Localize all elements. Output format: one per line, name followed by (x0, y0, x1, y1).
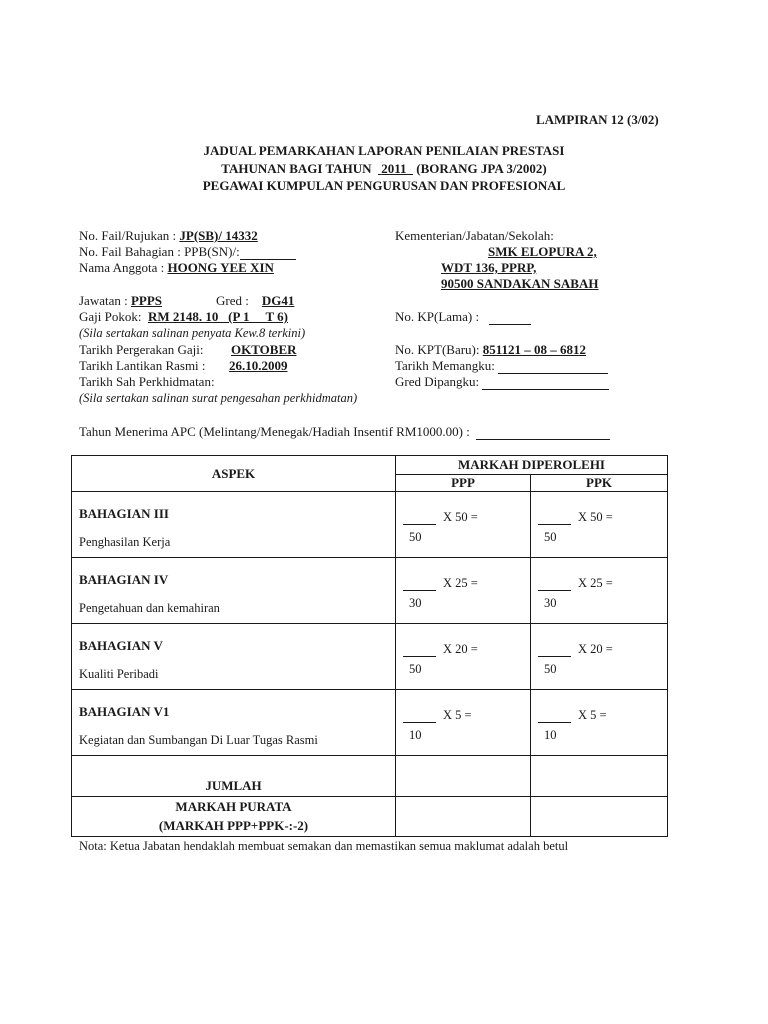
section-title: BAHAGIAN III (79, 506, 169, 521)
lantikan-row (79, 358, 206, 374)
ppk-score-multiplier: X 5 = (578, 708, 607, 722)
ppp-score-cell[interactable] (396, 492, 531, 558)
purata-label-line-2: (MARKAH PPP+PPK-:-2) (158, 818, 309, 833)
ppp-score-denominator: 50 (409, 662, 422, 676)
no-fail-label: No. Fail/Rujukan : (79, 228, 177, 243)
ppp-score-fraction (403, 642, 533, 682)
gaji-row (79, 309, 288, 325)
section-title: BAHAGIAN V (79, 638, 163, 653)
kp-lama-row (395, 309, 531, 325)
ppk-score-cell[interactable] (531, 492, 668, 558)
ppk-score-blank (538, 722, 571, 723)
ppp-score-blank (403, 524, 436, 525)
ppp-score-blank (403, 722, 436, 723)
ppk-score-fraction (538, 642, 668, 682)
jawatan-value: PPPS (130, 293, 163, 308)
ppk-score-cell[interactable] (531, 624, 668, 690)
section-aspek-cell (72, 624, 396, 690)
ppp-score-blank (403, 590, 436, 591)
gred-row (216, 293, 294, 309)
ppp-score-cell[interactable] (396, 558, 531, 624)
apc-label: Tahun Menerima APC (Melintang/Menegak/Hadiah Insentif RM1000.00) : (79, 424, 470, 439)
ppp-score-fraction (403, 708, 533, 748)
jawatan-row (79, 293, 162, 309)
gaji-value: RM 2148. 10 (P 1 T 6) (147, 309, 288, 324)
sah-note: (Sila sertakan salinan surat pengesahan perkhidmatan) (79, 391, 358, 405)
title-line-2-suffix: (BORANG JPA 3/2002) (416, 161, 547, 176)
title-line-1: JADUAL PEMARKAHAN LAPORAN PENILAIAN PRESTASI (203, 143, 565, 158)
kpt-baru-label: No. KPT(Baru): (395, 342, 480, 357)
jawatan-label: Jawatan : (79, 293, 128, 308)
fail-bahagian-label: No. Fail Bahagian : PPB(SN)/: (79, 244, 240, 259)
aspek-header: ASPEK (72, 456, 396, 492)
ppk-score-blank (538, 656, 571, 657)
kp-lama-blank (489, 312, 531, 325)
title-line-2 (0, 161, 768, 177)
section-title: BAHAGIAN V1 (79, 704, 170, 719)
ppk-score-denominator: 50 (544, 530, 557, 544)
no-fail-row (79, 228, 258, 244)
lantikan-value: 26.10.2009 (229, 358, 288, 373)
ppk-score-blank (538, 590, 571, 591)
ppk-score-denominator: 10 (544, 728, 557, 742)
purata-label-line-1: MARKAH PURATA (175, 799, 292, 814)
kpt-baru-row (395, 342, 586, 358)
kementerian-label: Kementerian/Jabatan/Sekolah: (395, 228, 554, 243)
nama-label: Nama Anggota : (79, 260, 165, 275)
dipangku-blank (482, 377, 609, 390)
ppp-score-cell[interactable] (396, 690, 531, 756)
memangku-blank (498, 361, 608, 374)
ppp-score-denominator: 30 (409, 596, 422, 610)
section-subtitle: Penghasilan Kerja (79, 535, 171, 549)
ppk-score-blank (538, 524, 571, 525)
nama-value: HOONG YEE XIN (167, 260, 274, 275)
ppk-score-fraction (538, 510, 668, 550)
title-year: 2011 (381, 161, 407, 176)
gaji-note: (Sila sertakan salinan penyata Kew.8 terkini) (79, 326, 306, 340)
section-aspek-cell (72, 558, 396, 624)
title-line-2-prefix: TAHUNAN BAGI TAHUN (221, 161, 372, 176)
school-line-2: WDT 136, PPRP, (441, 260, 537, 275)
section-row (72, 558, 668, 624)
gred-label: Gred : (216, 293, 249, 308)
ppk-score-denominator: 30 (544, 596, 557, 610)
jumlah-ppp-cell[interactable] (396, 756, 531, 797)
ppk-score-denominator: 50 (544, 662, 557, 676)
marks-table (71, 455, 668, 837)
ppp-score-multiplier: X 50 = (443, 510, 478, 524)
no-fail-value: JP(SB)/ 14332 (179, 228, 258, 243)
ppk-score-cell[interactable] (531, 558, 668, 624)
fail-bahagian-row (79, 244, 296, 260)
ppp-score-multiplier: X 20 = (443, 642, 478, 656)
ppk-score-fraction (538, 576, 668, 616)
nama-row (79, 260, 274, 276)
ppk-score-multiplier: X 25 = (578, 576, 613, 590)
ppp-score-denominator: 10 (409, 728, 422, 742)
markah-header: MARKAH DIPEROLEHI (396, 456, 668, 475)
footnote: Nota: Ketua Jabatan hendaklah membuat semakan dan memastikan semua maklumat adalah betul (79, 839, 569, 853)
section-row (72, 624, 668, 690)
apc-row (79, 424, 610, 440)
dipangku-label: Gred Dipangku: (395, 374, 480, 389)
dipangku-row (395, 374, 609, 390)
gred-value: DG41 (261, 293, 295, 308)
section-row (72, 690, 668, 756)
jumlah-ppk-cell[interactable] (531, 756, 668, 797)
section-subtitle: Pengetahuan dan kemahiran (79, 601, 220, 615)
appendix-reference: LAMPIRAN 12 (3/02) (536, 112, 659, 127)
section-subtitle: Kualiti Peribadi (79, 667, 159, 681)
ppk-score-fraction (538, 708, 668, 748)
ppp-score-blank (403, 656, 436, 657)
kpt-baru-value: 851121 – 08 – 6812 (482, 342, 587, 357)
title-line-3: PEGAWAI KUMPULAN PENGURUSAN DAN PROFESIONAL (202, 178, 566, 193)
memangku-label: Tarikh Memangku: (395, 358, 495, 373)
ppp-score-multiplier: X 5 = (443, 708, 472, 722)
ppp-header: PPP (396, 475, 531, 492)
kp-lama-label: No. KP(Lama) : (395, 309, 480, 324)
section-aspek-cell (72, 690, 396, 756)
ppk-score-multiplier: X 20 = (578, 642, 613, 656)
section-title: BAHAGIAN IV (79, 572, 169, 587)
ppp-score-fraction (403, 576, 533, 616)
lantikan-label: Tarikh Lantikan Rasmi : (79, 358, 206, 373)
jumlah-label: JUMLAH (72, 756, 396, 797)
purata-label-cell (72, 797, 396, 837)
section-row (72, 492, 668, 558)
ppp-score-multiplier: X 25 = (443, 576, 478, 590)
ppk-score-cell[interactable] (531, 690, 668, 756)
pergerakan-row (79, 342, 203, 358)
memangku-row (395, 358, 608, 374)
school-line-3: 90500 SANDAKAN SABAH (441, 276, 599, 291)
purata-ppk-cell[interactable] (531, 797, 668, 837)
apc-blank (476, 427, 610, 440)
gaji-label: Gaji Pokok: (79, 309, 142, 324)
pergerakan-label: Tarikh Pergerakan Gaji: (79, 342, 204, 357)
section-aspek-cell (72, 492, 396, 558)
section-subtitle: Kegiatan dan Sumbangan Di Luar Tugas Rasmi (79, 733, 318, 747)
sah-label: Tarikh Sah Perkhidmatan: (79, 374, 215, 389)
ppp-score-fraction (403, 510, 533, 550)
pergerakan-value: OKTOBER (231, 342, 297, 357)
school-line-1: SMK ELOPURA 2, (488, 244, 597, 259)
fail-bahagian-blank (240, 247, 296, 260)
purata-ppp-cell[interactable] (396, 797, 531, 837)
ppp-score-cell[interactable] (396, 624, 531, 690)
ppk-score-multiplier: X 50 = (578, 510, 613, 524)
ppp-score-denominator: 50 (409, 530, 422, 544)
ppk-header: PPK (531, 475, 668, 492)
